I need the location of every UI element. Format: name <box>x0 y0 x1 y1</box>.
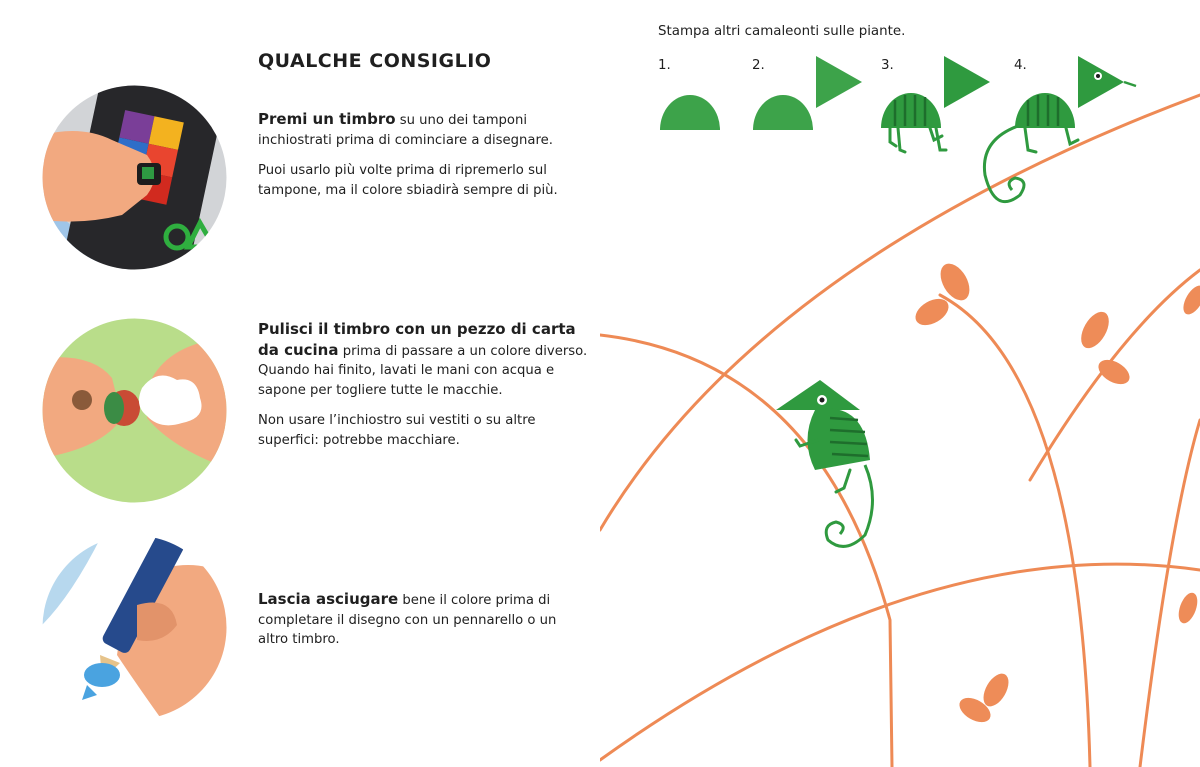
drawing-pen-illustration <box>42 535 227 720</box>
leaf <box>1094 355 1133 389</box>
tip-3-text: bene il colore prima di completare il disegno con un pennarello o un altro timbro. <box>258 593 557 647</box>
tip-let-dry <box>258 590 588 661</box>
stem-arc-top <box>600 95 1200 530</box>
tip-2-text: prima di passare a un colore diverso. Quando hai finito, lavati le mani con acqua e sapone per togliere tutte le macchie. <box>258 343 588 398</box>
leaf <box>1179 282 1200 318</box>
step-3-chameleon <box>881 56 990 152</box>
instruction-text: Stampa altri camaleonti sulle piante. <box>658 24 906 39</box>
stem-arc-bottom <box>600 564 1200 760</box>
plants-and-chameleons-drawing <box>600 0 1200 767</box>
step-1-number: 1. <box>658 58 671 73</box>
stem-arc-right-a <box>940 295 1090 767</box>
cleaning-stamp-illustration <box>42 318 227 503</box>
chameleon-on-vine <box>776 380 873 546</box>
step-3-number: 3. <box>881 58 894 73</box>
leaf <box>1175 590 1200 626</box>
tip-1-text: su uno dei tamponi inchiostrati prima di cominciare a disegnare. <box>258 113 553 148</box>
step-2-number: 2. <box>752 58 765 73</box>
tip-2-bold: Pulisci il timbro con un pezzo di carta da cucina <box>258 320 576 359</box>
leaf <box>1075 307 1114 353</box>
stem-arc-left <box>600 335 892 767</box>
step-1-semicircle-stamp <box>660 95 720 130</box>
page-title: QUALCHE CONSIGLIO <box>258 50 492 72</box>
right-page <box>600 0 1200 767</box>
leaf <box>935 259 976 306</box>
tip-1-note: Puoi usarlo più volte prima di ripremerlo sul tampone, ma il colore sbiadirà sempre di più. <box>258 163 558 198</box>
stamp-pad-illustration <box>42 85 227 270</box>
tip-3-bold: Lascia asciugare <box>258 590 399 608</box>
step-2-stamps <box>753 56 862 130</box>
tip-2-note: Non usare l’inchiostro sui vestiti o su altre superfici: potrebbe macchiare. <box>258 413 536 448</box>
tip-press-stamp <box>258 110 588 211</box>
tip-clean-stamp <box>258 320 588 461</box>
tip-1-bold: Premi un timbro <box>258 110 396 128</box>
step-4-number: 4. <box>1014 58 1027 73</box>
